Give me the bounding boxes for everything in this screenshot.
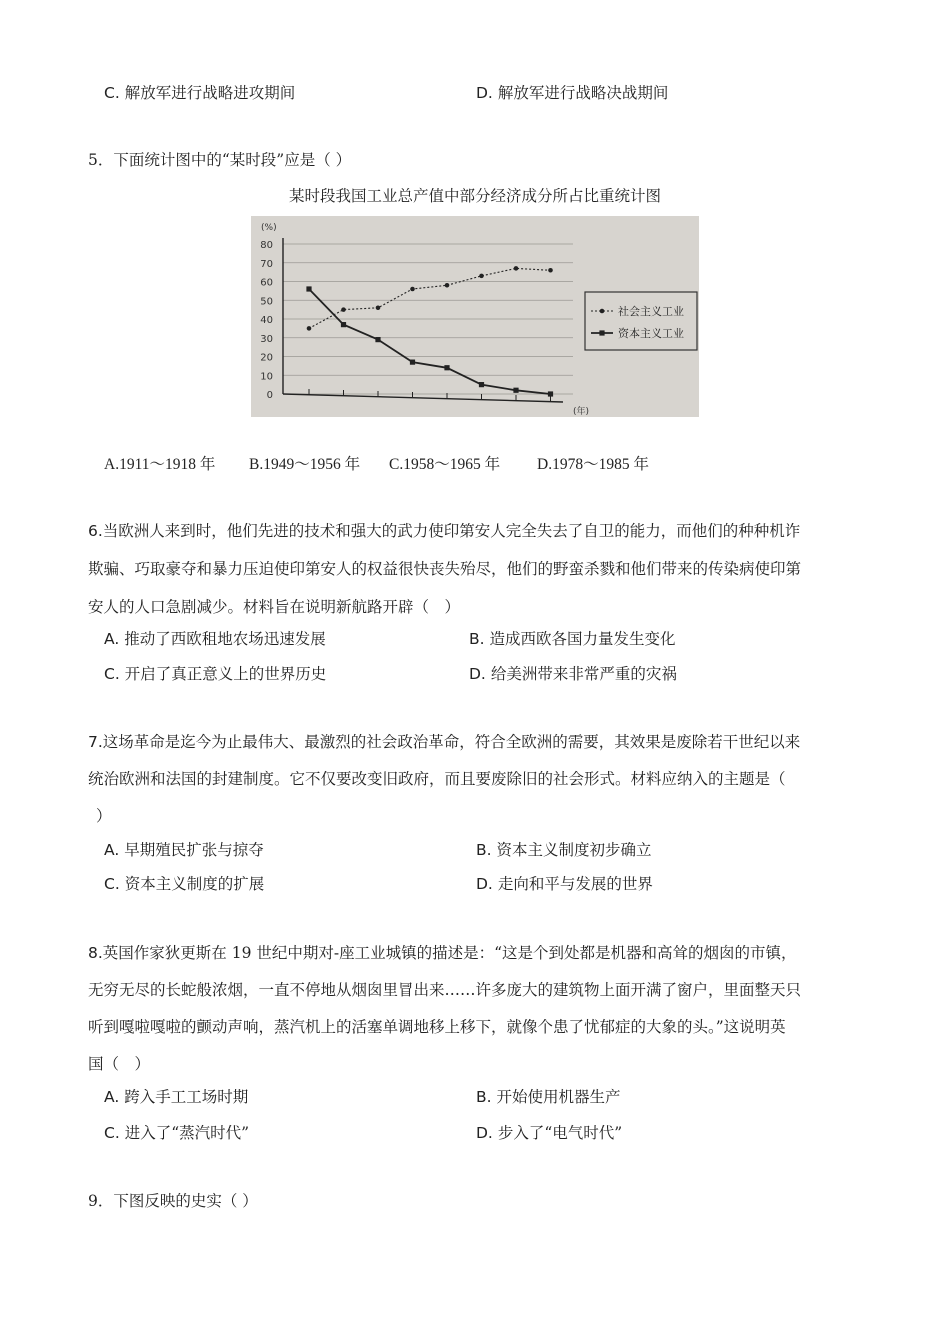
q8-option-a-text: 跨入手工工场时期: [124, 1088, 249, 1106]
y-tick-label-0: 0: [266, 390, 273, 401]
q4-option-d-letter: D.: [476, 84, 493, 102]
y-tick-label-10: 10: [260, 371, 273, 383]
q5-option-d: D.1978～1985 年: [537, 456, 649, 473]
q7-line-2: 统治欧洲和法国的封建制度。它不仅要改变旧政府，而且要废除旧的社会形式。材料应纳入的主题是（: [88, 770, 786, 788]
q5-option-b: B.1949～1956 年: [249, 456, 361, 473]
q7-option-d-text: 走向和平与发展的世界: [497, 875, 653, 893]
series-2-point-5: [444, 365, 449, 370]
q5-stem: 5．下面统计图中的“某时段”应是（ ）: [88, 151, 352, 169]
q6-option-c-text: 开启了真正意义上的世界历史: [124, 665, 327, 683]
q7-line-1: [88, 730, 800, 752]
q8-option-d-text: 步入了“电气时代”: [497, 1124, 623, 1142]
q6-option-d-text: 给美洲带来非常严重的灾祸: [490, 665, 677, 683]
q7-line-3: ）: [96, 807, 112, 825]
q7-option-b-text: 资本主义制度初步确立: [496, 841, 652, 859]
q5-option-c: C.1958～1965 年: [389, 456, 501, 473]
q8-option-a-letter: A.: [104, 1088, 120, 1106]
x-axis-label: (年): [573, 407, 590, 417]
q8-line-1: [88, 941, 797, 963]
y-tick-label-20: 20: [260, 352, 273, 364]
y-tick-label-40: 40: [260, 315, 273, 326]
q8-number: 8.: [88, 944, 103, 962]
q4-option-c: [104, 81, 295, 103]
q6-option-b-letter: B.: [469, 630, 485, 648]
series-2-point-1: [306, 286, 311, 291]
chart-image: [251, 216, 699, 417]
q5-option-a: A.1911～1918 年: [104, 456, 216, 473]
q4-option-c-letter: C.: [104, 84, 120, 102]
q6-option-c: [104, 662, 326, 684]
series-1-point-5: [445, 283, 450, 288]
q8-line-2: 无穷无尽的长蛇般浓烟，一直不停地从烟囱里冒出来……许多庞大的建筑物上面开满了窗户，里面整天只: [88, 981, 802, 999]
series-1-point-8: [548, 268, 553, 273]
q4-option-d-text: 解放军进行战略决战期间: [497, 84, 669, 102]
q4-option-c-text: 解放军进行战略进攻期间: [124, 84, 296, 102]
q4-option-d: [476, 81, 668, 103]
q7-option-b: [476, 838, 652, 860]
q8-text-1: 英国作家狄更斯在 19 世纪中期对-座工业城镇的描述是：“这是个到处都是机器和高耸的烟囱的市镇，: [102, 944, 797, 962]
q8-option-c: [104, 1121, 249, 1143]
q6-option-a-letter: A.: [104, 630, 120, 648]
q8-option-d-letter: D.: [476, 1124, 493, 1142]
legend-marker-2: [599, 330, 604, 335]
q6-line-2: 欺骗、巧取豪夺和暴力压迫使印第安人的权益很快丧失殆尽，他们的野蛮杀戮和他们带来的传染病使印第: [88, 560, 802, 578]
q8-line-3: 听到嘎啦嘎啦的颤动声响，蒸汽机上的活塞单调地移上移下，就像个患了忧郁症的大象的头。”这说明英: [88, 1018, 786, 1036]
y-tick-label-80: 80: [260, 240, 273, 251]
y-tick-label-70: 70: [260, 258, 273, 270]
legend-label-2: 资本主义工业: [618, 327, 684, 340]
q7-option-b-letter: B.: [476, 841, 492, 859]
q6-option-c-letter: C.: [104, 665, 120, 683]
q8-option-a: [104, 1085, 248, 1107]
series-1-point-6: [479, 274, 484, 279]
series-2-point-8: [548, 391, 553, 396]
q6-option-b-text: 造成西欧各国力量发生变化: [489, 630, 676, 648]
q8-option-b: [476, 1085, 621, 1107]
q6-line-3: 安人的人口急剧减少。材料旨在说明新航路开辟（ ）: [88, 598, 461, 616]
series-2-point-7: [513, 388, 518, 393]
q7-option-a-text: 早期殖民扩张与掠夺: [124, 841, 264, 859]
q6-line-1: [88, 519, 800, 541]
q9-stem: 9．下图反映的史实（ ）: [88, 1192, 258, 1210]
q6-option-d: [469, 662, 677, 684]
series-2-point-2: [341, 322, 346, 327]
series-1-point-3: [376, 305, 381, 310]
series-2-point-4: [410, 360, 415, 365]
legend-marker-1: [600, 309, 605, 314]
y-tick-label-50: 50: [260, 296, 273, 308]
q6-text-1: 当欧洲人来到时，他们先进的技术和强大的武力使印第安人完全失去了自卫的能力，而他们的种种机诈: [102, 522, 801, 540]
q7-option-c-letter: C.: [104, 875, 120, 893]
q6-option-a-text: 推动了西欧租地农场迅速发展: [124, 630, 326, 648]
series-1-point-7: [514, 266, 519, 271]
q7-option-d-letter: D.: [476, 875, 493, 893]
q8-line-4: 国（ ）: [88, 1055, 151, 1073]
series-1-point-2: [341, 307, 346, 312]
y-tick-label-30: 30: [260, 333, 273, 345]
q8-option-b-letter: B.: [476, 1088, 492, 1106]
q6-option-b: [469, 627, 676, 649]
line-chart: [251, 216, 699, 417]
q6-option-a: [104, 627, 326, 649]
q6-number: 6.: [88, 522, 103, 540]
q7-number: 7.: [88, 733, 103, 751]
series-2-point-3: [375, 337, 380, 342]
y-axis-label: (%): [261, 223, 277, 233]
q6-option-d-letter: D.: [469, 665, 486, 683]
series-1-point-4: [410, 287, 415, 292]
q7-option-d: [476, 872, 653, 894]
series-2-point-6: [479, 382, 484, 387]
q8-option-c-letter: C.: [104, 1124, 120, 1142]
q7-option-c-text: 资本主义制度的扩展: [124, 875, 265, 893]
q7-option-a-letter: A.: [104, 841, 120, 859]
q8-option-c-text: 进入了“蒸汽时代”: [124, 1124, 250, 1142]
q7-option-c: [104, 872, 264, 894]
series-1-point-1: [307, 326, 312, 331]
chart-title: 某时段我国工业总产值中部分经济成分所占比重统计图: [288, 187, 661, 205]
q8-option-d: [476, 1121, 622, 1143]
q7-option-a: [104, 838, 264, 860]
legend-label-1: 社会主义工业: [618, 305, 684, 318]
q8-option-b-text: 开始使用机器生产: [496, 1088, 621, 1106]
y-tick-label-60: 60: [260, 277, 273, 289]
q7-text-1: 这场革命是迄今为止最伟大、最激烈的社会政治革命，符合全欧洲的需要，其效果是废除若干世纪以来: [102, 733, 801, 751]
